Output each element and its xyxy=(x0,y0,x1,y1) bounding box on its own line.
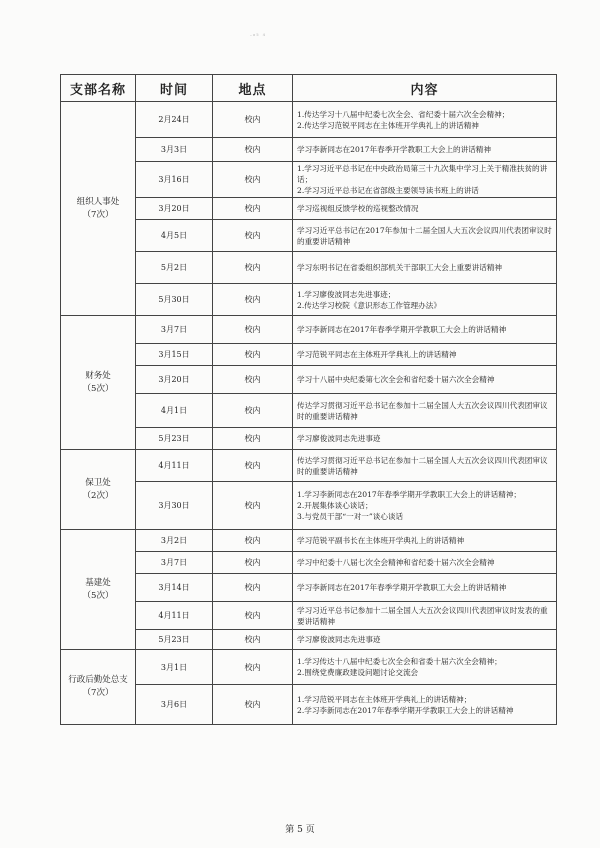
date-cell: 5月2日 xyxy=(136,252,213,284)
header-date: 时间 xyxy=(136,75,213,102)
content-cell xyxy=(293,530,557,552)
content-line: 2.围绕党费廉政建设问题讨论交流会 xyxy=(297,668,419,677)
date-cell: 3月7日 xyxy=(136,552,213,574)
dept-name: 财务处 xyxy=(85,370,111,381)
table-row xyxy=(61,162,557,198)
dept-cell xyxy=(61,450,136,530)
date-cell: 5月23日 xyxy=(136,428,213,450)
content-cell xyxy=(293,552,557,574)
place-cell: 校内 xyxy=(213,428,293,450)
header-content: 内容 xyxy=(293,75,557,102)
header-place: 地点 xyxy=(213,75,293,102)
table-row xyxy=(61,602,557,630)
place-cell: 校内 xyxy=(213,650,293,685)
place-cell: 校内 xyxy=(213,316,293,344)
place-cell: 校内 xyxy=(213,220,293,252)
place-cell: 校内 xyxy=(213,685,293,725)
date-cell: 3月6日 xyxy=(136,685,213,725)
content-line: 学习范锐平副书长在主体班开学典礼上的讲话精神 xyxy=(297,536,465,545)
place-cell: 校内 xyxy=(213,552,293,574)
content-cell xyxy=(293,630,557,650)
date-cell: 4月11日 xyxy=(136,602,213,630)
place-cell: 校内 xyxy=(213,162,293,198)
date-cell: 5月30日 xyxy=(136,284,213,316)
table-row xyxy=(61,394,557,428)
content-cell xyxy=(293,482,557,530)
dept-count: （5次） xyxy=(82,383,114,394)
table-row xyxy=(61,102,557,138)
date-cell: 4月5日 xyxy=(136,220,213,252)
place-cell: 校内 xyxy=(213,450,293,482)
content-cell xyxy=(293,344,557,366)
place-cell: 校内 xyxy=(213,252,293,284)
table-row xyxy=(61,316,557,344)
content-line: 学习东明书记在省委组织部机关干部职工大会上重要讲话精神 xyxy=(297,263,503,272)
table-row xyxy=(61,220,557,252)
dept-name: 组织人事处 xyxy=(76,196,120,207)
place-cell: 校内 xyxy=(213,138,293,162)
content-cell xyxy=(293,450,557,482)
table-row xyxy=(61,530,557,552)
content-line: 2.开展集体谈心谈话； xyxy=(297,501,373,510)
page-footer: 第 5 页 xyxy=(285,825,315,835)
date-cell: 3月14日 xyxy=(136,574,213,602)
table-row xyxy=(61,252,557,284)
content-line: 学习中纪委十八届七次全会精神和省纪委十届六次全会精神 xyxy=(297,558,495,567)
table-row xyxy=(61,482,557,530)
content-line: 传达学习贯彻习近平总书记在参加十二届全国人大五次会议四川代表团审议时的重要讲话精神 xyxy=(297,400,548,421)
content-cell xyxy=(293,284,557,316)
date-cell: 3月30日 xyxy=(136,482,213,530)
content-line: 2.传达学习范锐平同志在主体班开学典礼上的讲话精神 xyxy=(297,120,479,130)
content-line: 1.传达学习十八届中纪委七次全会、省纪委十届六次全会精神； xyxy=(297,109,510,119)
date-cell: 3月3日 xyxy=(136,138,213,162)
scan-mark: ·ᵃ⁵ ⁴ xyxy=(250,33,266,40)
date-cell: 2月24日 xyxy=(136,102,213,138)
content-cell xyxy=(293,650,557,685)
table-row xyxy=(61,284,557,316)
place-cell: 校内 xyxy=(213,198,293,220)
content-line: 2.学习习近平总书记在省部级主要领导读书班上的讲话 xyxy=(297,186,479,195)
place-cell: 校内 xyxy=(213,630,293,650)
schedule-table xyxy=(60,74,557,725)
date-cell: 3月1日 xyxy=(136,650,213,685)
content-cell xyxy=(293,394,557,428)
dept-name: 行政后勤处总支 xyxy=(68,675,128,685)
date-cell: 3月2日 xyxy=(136,530,213,552)
header-row xyxy=(61,75,557,102)
table-row xyxy=(61,650,557,685)
content-line: 1.学习李新同志在2017年春季学期开学教职工大会上的讲话精神； xyxy=(297,490,522,499)
content-line: 1.学习传达十八届中纪委七次全会和省委十届六次全会精神； xyxy=(297,657,502,666)
content-line: 2.学习李新同志在2017年春季学期开学教职工大会上的讲话精神 xyxy=(297,705,514,715)
dept-cell xyxy=(61,316,136,450)
table-row xyxy=(61,198,557,220)
place-cell: 校内 xyxy=(213,284,293,316)
content-cell xyxy=(293,252,557,284)
content-line: 1.学习廖俊波同志先进事迹； xyxy=(297,289,396,299)
date-cell: 3月20日 xyxy=(136,366,213,394)
table-row xyxy=(61,138,557,162)
place-cell: 校内 xyxy=(213,394,293,428)
schedule-body xyxy=(61,102,557,725)
table-row xyxy=(61,450,557,482)
dept-count: （7次） xyxy=(82,209,114,220)
content-line: 2.传达学习校院《意识形态工作管理办法》 xyxy=(297,300,441,310)
content-cell xyxy=(293,162,557,198)
dept-cell xyxy=(61,102,136,316)
content-line: 学习李新同志在2017年春季学期开学教职工大会上的讲话精神 xyxy=(297,325,507,334)
table-row xyxy=(61,574,557,602)
content-line: 学习范锐平同志在主体班开学典礼上的讲话精神 xyxy=(297,350,457,359)
date-cell: 3月15日 xyxy=(136,344,213,366)
content-line: 学习习近平总书记参加十二届全国人大五次会议四川代表团审议时发表的重要讲话精神 xyxy=(297,605,548,626)
content-line: 1.学习范锐平同志在主体班开学典礼上的讲话精神； xyxy=(297,694,472,704)
content-cell xyxy=(293,138,557,162)
place-cell: 校内 xyxy=(213,530,293,552)
table-row xyxy=(61,344,557,366)
date-cell: 4月11日 xyxy=(136,450,213,482)
dept-count: （2次） xyxy=(82,490,114,501)
table-row xyxy=(61,630,557,650)
place-cell: 校内 xyxy=(213,344,293,366)
content-line: 学习廖俊波同志先进事迹 xyxy=(297,635,381,644)
dept-name: 保卫处 xyxy=(85,477,111,488)
content-cell xyxy=(293,198,557,220)
content-cell xyxy=(293,428,557,450)
content-line: 学习十八届中央纪委第七次全会和省纪委十届六次全会精神 xyxy=(297,375,495,384)
place-cell: 校内 xyxy=(213,482,293,530)
place-cell: 校内 xyxy=(213,602,293,630)
content-cell xyxy=(293,574,557,602)
content-line: 学习廖俊波同志先进事迹 xyxy=(297,434,381,443)
date-cell: 4月1日 xyxy=(136,394,213,428)
date-cell: 5月23日 xyxy=(136,630,213,650)
dept-name: 基建处 xyxy=(85,577,111,588)
dept-count: （5次） xyxy=(82,590,114,601)
table-row xyxy=(61,428,557,450)
date-cell: 3月7日 xyxy=(136,316,213,344)
header-dept: 支部名称 xyxy=(61,75,136,102)
content-line: 3.与党员干部“一对一”谈心谈话 xyxy=(297,512,404,521)
content-line: 学习巡视组反馈学校的巡视整改情况 xyxy=(297,204,419,213)
content-line: 1.学习习近平总书记在中央政治局第三十九次集中学习上关于精准扶贫的讲话； xyxy=(297,164,548,184)
content-cell xyxy=(293,685,557,725)
place-cell: 校内 xyxy=(213,366,293,394)
content-cell xyxy=(293,316,557,344)
content-cell xyxy=(293,602,557,630)
date-cell: 3月16日 xyxy=(136,162,213,198)
place-cell: 校内 xyxy=(213,102,293,138)
content-cell xyxy=(293,366,557,394)
dept-cell xyxy=(61,650,136,725)
content-line: 传达学习贯彻习近平总书记在参加十二届全国人大五次会议四川代表团审议时的重要讲话精神 xyxy=(297,455,548,476)
content-line: 学习李新同志在2017年春季学期开学教职工大会上的讲话精神 xyxy=(297,583,507,592)
content-line: 学习李新同志在2017年春季开学教职工大会上的讲话精神 xyxy=(297,145,491,154)
content-cell xyxy=(293,220,557,252)
place-cell: 校内 xyxy=(213,574,293,602)
dept-count: （7次） xyxy=(82,688,114,698)
table-row xyxy=(61,552,557,574)
date-cell: 3月20日 xyxy=(136,198,213,220)
table-row xyxy=(61,685,557,725)
content-cell xyxy=(293,102,557,138)
content-line: 学习习近平总书记在2017年参加十二届全国人大五次会议四川代表团审议时的重要讲话精神 xyxy=(297,225,552,246)
table-row xyxy=(61,366,557,394)
dept-cell xyxy=(61,530,136,650)
